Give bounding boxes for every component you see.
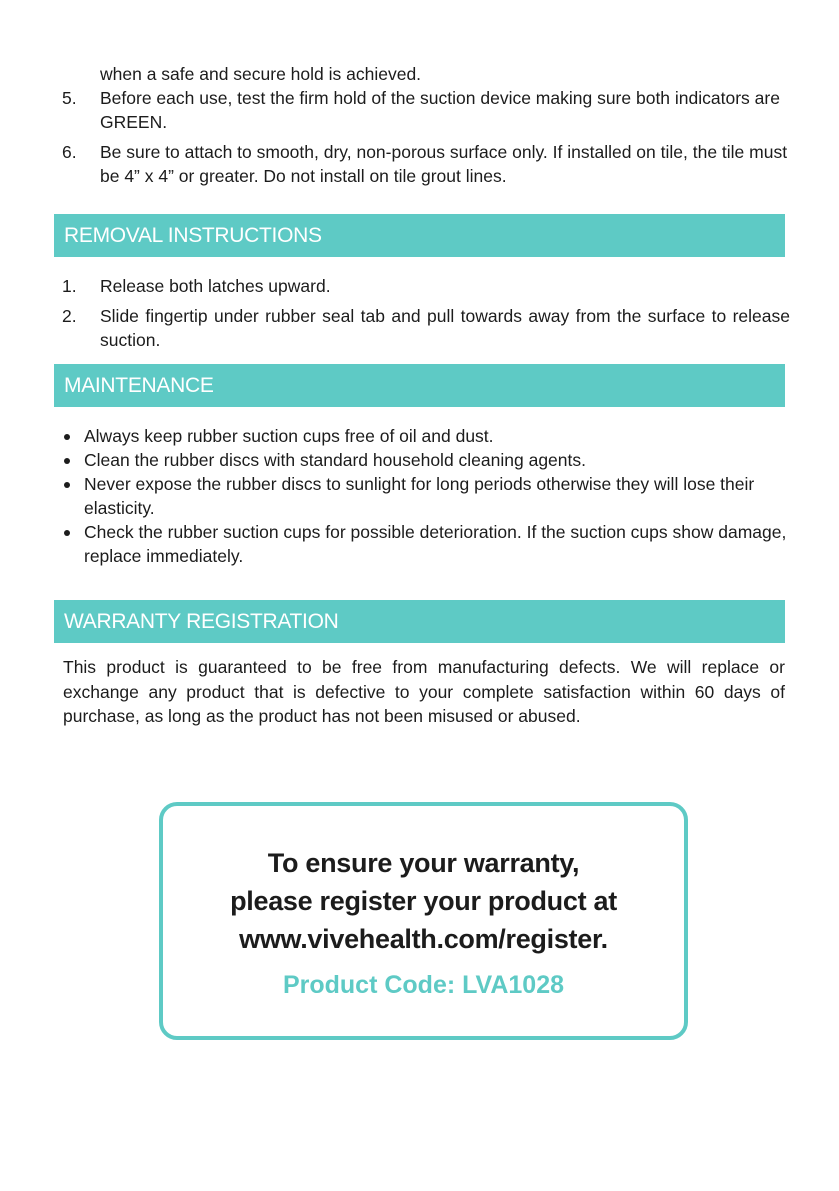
list-item <box>62 140 790 188</box>
bullet-icon <box>64 458 70 464</box>
continuation-text: when a safe and secure hold is achieved. <box>100 64 422 84</box>
register-line-2: please register your product at <box>230 886 617 916</box>
warranty-paragraph: This product is guaranteed to be free from manufacturing defects. We will replace or exchange any product that is defective to your complete satisfaction within 60 days of purchase, as long as the product has not been misused or abused. <box>63 657 785 726</box>
bullet-icon <box>64 482 70 488</box>
step-number: 2. <box>62 306 77 326</box>
warranty-heading: WARRANTY REGISTRATION <box>54 600 785 643</box>
list-item <box>62 520 790 568</box>
step-text: Before each use, test the firm hold of the suction device making sure both indicators are GREEN. <box>100 88 780 132</box>
list-item <box>62 424 790 448</box>
register-url[interactable]: www.vivehealth.com/register. <box>239 924 608 954</box>
list-item <box>62 304 790 352</box>
step-number: 5. <box>62 88 77 108</box>
bullet-text: Always keep rubber suction cups free of oil and dust. <box>84 426 494 446</box>
bullet-text: Clean the rubber discs with standard household cleaning agents. <box>84 450 586 470</box>
maintenance-heading: MAINTENANCE <box>54 364 785 407</box>
register-box <box>159 802 688 1040</box>
step-text: Release both latches upward. <box>100 276 331 296</box>
list-item <box>62 448 790 472</box>
maintenance-list <box>62 424 790 568</box>
list-item <box>62 274 790 298</box>
register-line-1: To ensure your warranty, <box>267 848 580 878</box>
bullet-text: Never expose the rubber discs to sunlight for long periods otherwise they will lose their elasticity. <box>84 474 755 518</box>
bullet-icon <box>64 530 70 536</box>
removal-steps-list <box>62 274 790 358</box>
install-steps-list <box>62 86 790 194</box>
removal-heading: REMOVAL INSTRUCTIONS <box>54 214 785 257</box>
bullet-text: Check the rubber suction cups for possible deterioration. If the suction cups show damage, replace immediately. <box>84 522 787 566</box>
list-item <box>62 86 790 134</box>
list-item <box>62 472 790 520</box>
step-number: 1. <box>62 276 77 296</box>
bullet-icon <box>64 434 70 440</box>
step-number: 6. <box>62 142 77 162</box>
product-code: Product Code: LVA1028 <box>282 971 565 999</box>
step-text: Slide fingertip under rubber seal tab and pull towards away from the surface to release suction. <box>100 306 790 350</box>
step-text: Be sure to attach to smooth, dry, non-porous surface only. If installed on tile, the tile must be 4” x 4” or greater. Do not install on tile grout lines. <box>100 142 788 186</box>
